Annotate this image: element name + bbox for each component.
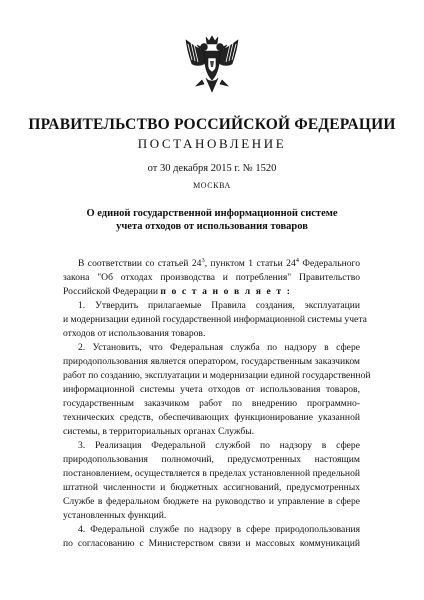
body-line: и модернизации единой государственной информационной системы учета: [63, 314, 367, 325]
document-type: ПОСТАНОВЛЕНИЕ: [137, 136, 287, 151]
body-line: природопользования является оператором, государственным заказчиком: [63, 356, 360, 367]
document-title: [40, 207, 384, 233]
body-line: Службе в федеральном бюджете на руководство и управление в сфере: [63, 496, 360, 507]
issuing-authority: ПРАВИТЕЛЬСТВО РОССИЙСКОЙ ФЕДЕРАЦИИ: [28, 116, 396, 133]
document-city: МОСКВА: [193, 181, 231, 190]
body-line: 2. Установить, что Федеральная служба по надзору в сфере: [78, 342, 360, 353]
document-date-number: от 30 декабря 2015 г. № 1520: [147, 163, 277, 174]
body-line: 4. Федеральной службе по надзору в сфере природопользования: [78, 524, 360, 535]
body-line: 3. Реализация Федеральной службой по надзору в сфере: [78, 440, 360, 451]
body-line: отходов от использования товаров.: [63, 328, 206, 339]
body-line: В соответствии со статьей $24^3$, пунктом 1 статьи $24^4$ Федерального: [78, 256, 360, 269]
title-line: О единой государственной информационной системе: [86, 208, 338, 219]
body-line: Российской Федерации п о с т а н о в л я е т :: [63, 286, 292, 297]
body-line: системы, в территориальных органах Службы.: [63, 426, 255, 437]
body-line: штатной численности и бюджетных ассигнований, предусмотренных: [63, 482, 360, 493]
body-line: информационной системы учета отходов от использования товаров,: [63, 384, 360, 395]
body-line: 1. Утвердить прилагаемые Правила создания, эксплуатации: [78, 300, 360, 311]
body-line: постановлением, осуществляется в пределах установленной предельной: [63, 468, 360, 479]
body-line: по согласованию с Министерством связи и массовых коммуникаций: [63, 538, 360, 549]
body-line: работ по созданию, эксплуатации и модернизации единой государственной: [63, 370, 371, 381]
body-line: установленных функций.: [63, 510, 167, 521]
decree-verb: п о с т а н о в л я е т :: [160, 286, 292, 297]
body-line: природопользования полномочий, предусмотренных настоящим: [63, 454, 360, 465]
body-line: технических средств, обеспечивающих функционирование указанной: [63, 412, 360, 423]
title-line: учета отходов от использования товаров: [116, 221, 308, 232]
body-line: государственным заказчиком работ по внедрению программно-: [63, 398, 360, 409]
body-line: закона "Об отходах производства и потребления" Правительство: [63, 272, 360, 283]
coat-of-arms-emblem: [182, 34, 242, 96]
